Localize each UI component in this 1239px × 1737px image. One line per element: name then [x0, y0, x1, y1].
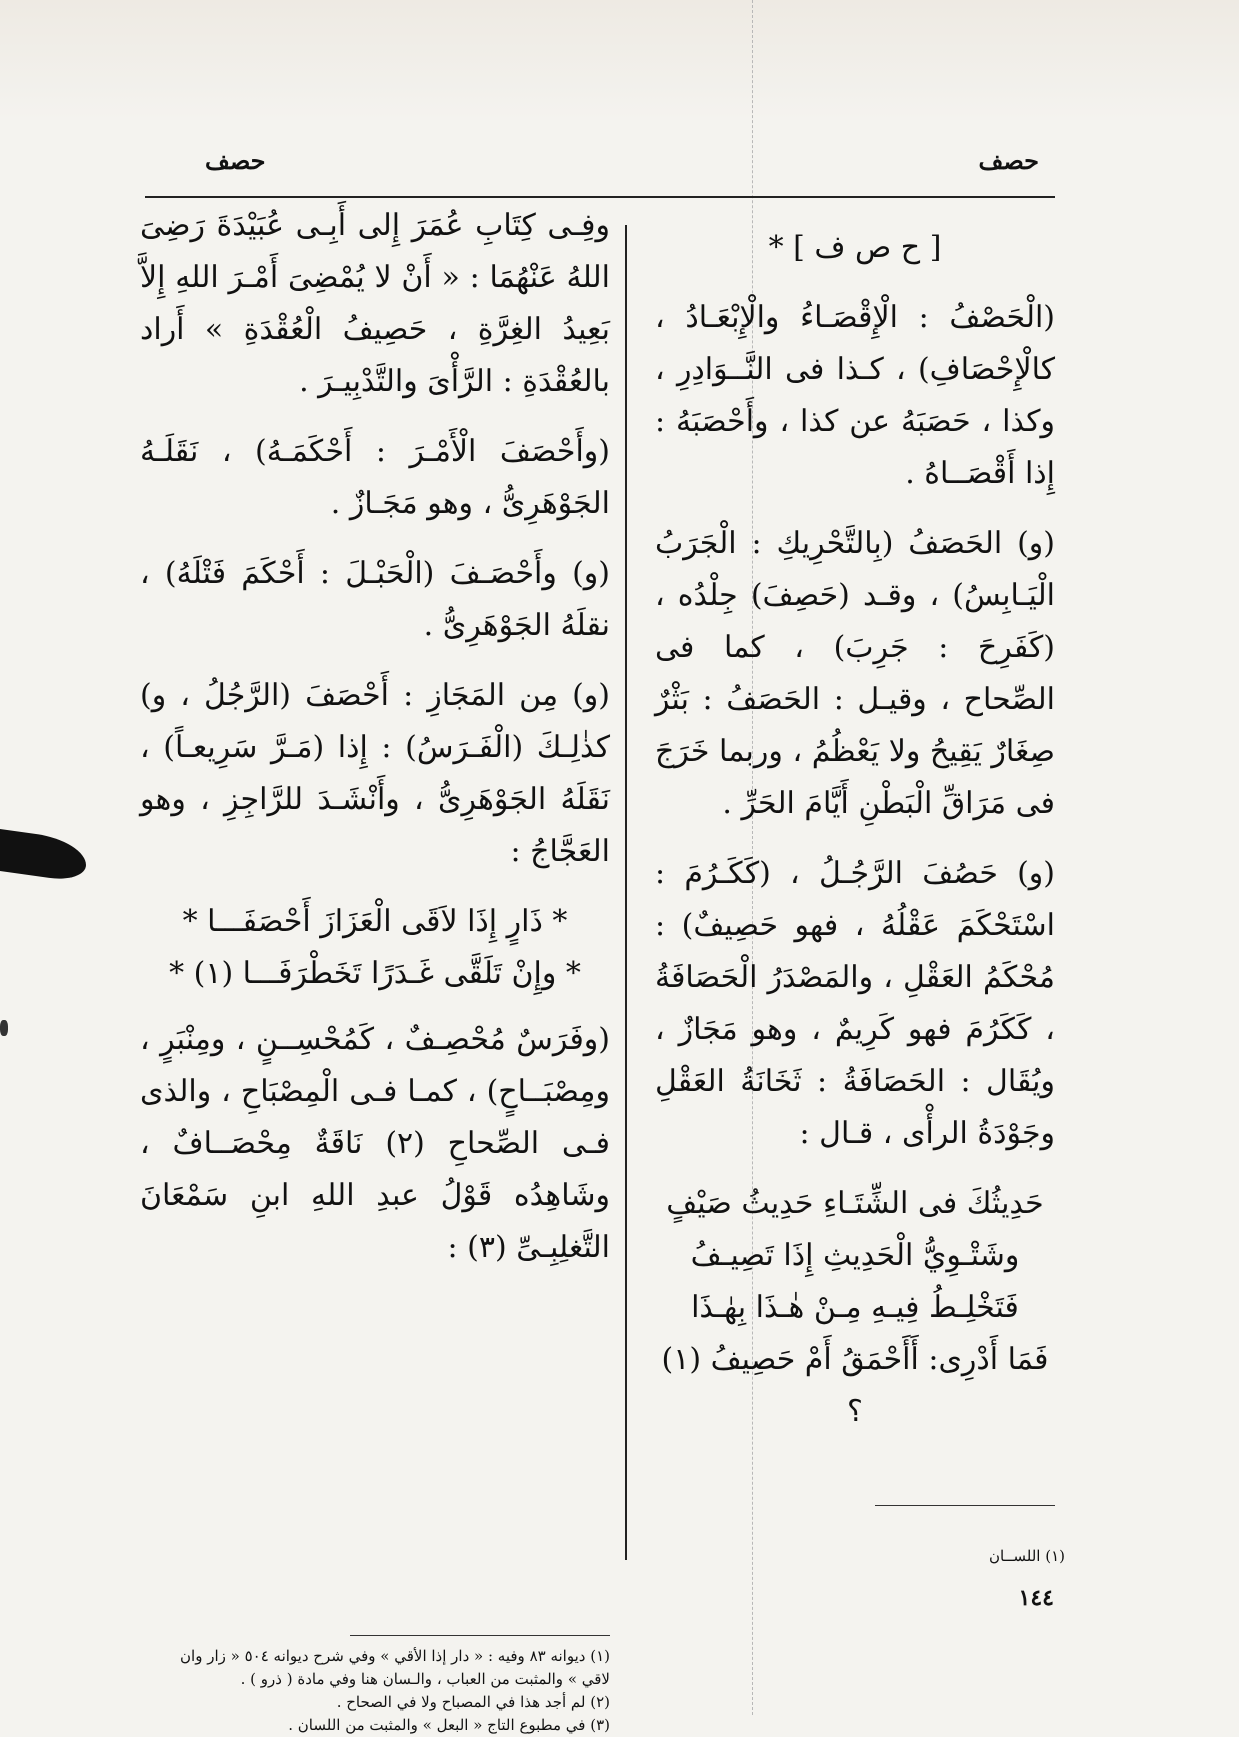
footnote: (٣) في مطبوع التاج « البعل » والمثبت من اللسان .	[288, 1716, 610, 1734]
scan-shadow	[0, 0, 1239, 120]
paragraph: وفِـى كِتَابِ عُمَرَ إِلى أَبِـى عُبَيْدَةَ رَضِىَ اللهُ عَنْهُمَا : « أَنْ لا يُمْضِىَ أَمْـرَ اللهِ إِلاَّ بَعِيدُ الغِرَّةِ ، حَصِيفُ الْعُقْدَةِ » أَراد بالعُقْدَةِ : الرَّأْىَ والتَّدْبِيـرَ .	[140, 208, 610, 399]
rajaz-verse	[140, 896, 610, 1000]
left-column	[140, 200, 610, 1292]
poem-line: حَدِيثُكَ فى الشِّتَـاءِ حَدِيثُ صَيْفٍ	[666, 1186, 1044, 1221]
footnote: (٢) لم أجد هذا في المصباح ولا في الصحاح .	[336, 1693, 610, 1711]
paragraph: (و) حَصُفَ الرَّجُـلُ ، (كَكَـرُمَ : اسْتَحْكَمَ عَقْلُهُ ، فهو حَصِيفٌ) : مُحْكَمُ العَقْلِ ، والمَصْدَرُ الْحَصَافَةُ ، كَكَرُمَ فهو كَرِيمٌ ، وهو مَجَازٌ ، ويُقَال : الحَصَافَةُ : ثَخَانَةُ العَقْلِ وجَوْدَةُ الرأْى ، قـال :	[655, 856, 1055, 1151]
running-header-right: حصف	[978, 146, 1039, 175]
verse-line: * وإِنْ تَلَقَّى غَـدَرًا تَخَطْرَفَـــا (١) *	[169, 956, 581, 991]
poem-line: فَتَخْلِـطُ فِيـهِ مِـنْ هٰـذَا بِهٰـذَا	[691, 1290, 1019, 1325]
page-number: ١٤٤	[1018, 1585, 1054, 1611]
right-column	[655, 222, 1055, 1452]
paragraph: (و) وأَحْصَـفَ (الْحَبْـلَ : أَحْكَمَ فَتْلَهُ) ، نقلَهُ الجَوْهَرِىُّ .	[140, 556, 610, 643]
root-heading: [ ح ص ف ] *	[768, 230, 942, 265]
poem-line: وشَتْـوِيُّ الْحَدِيثِ إِذَا تَصِيـفُ	[690, 1238, 1020, 1273]
footnote: (١) ديوانه ٨٣ وفيه : « دار إذا الأقي » وفي شرح ديوانه ٥٠٤ « زار وان لاقي » والمثبت من العباب ، والـسان هنا وفي مادة ( ذرو ) .	[180, 1647, 610, 1688]
poem-line: فَمَا أَدْرِى: أَأَحْمَقُ أَمْ حَصِيفُ (١) ؟	[661, 1342, 1049, 1429]
column-divider	[625, 225, 627, 1560]
verse-line: * ذَارٍ إِذَا لاَقَى الْعَزَازَ أَحْصَفَـــا *	[182, 904, 568, 939]
paragraph: (وأَحْصَفَ الْأَمْـرَ : أَحْكَمَـهُ) ، نَقَلَـهُ الجَوْهَرِىُّ ، وهو مَجَـازٌ .	[140, 434, 610, 521]
paragraph: (و) مِن المَجَازِ : أَحْصَفَ (الرَّجُلُ ، و) كذٰلِـكَ (الْفَـرَسُ) : إِذا (مَـرَّ سَرِيعـاً) ، نَقَلَهُ الجَوْهَرِىُّ ، وأَنْشَـدَ للرَّاجِزِ ، وهو العَجَّاجُ :	[140, 678, 610, 869]
running-header-left: حصف	[205, 146, 266, 175]
paragraph: (وفَرَسٌ مُحْصِـفٌ ، كَمُحْسِــنٍ ، ومِنْبَرٍ ، ومِصْبَــاحٍ) ، كمـا فـى الْمِصْبَاحِ ، والذى فـى الصِّحاحِ (٢) نَاقَةٌ مِحْصَــافٌ ، وشَاهِدُه قَوْلُ عبدِ اللهِ ابنِ سَمْعَانَ التَّغلِبِـىِّ (٣) :	[140, 1022, 610, 1265]
poem	[655, 1178, 1055, 1438]
scan-mark	[0, 1020, 8, 1036]
footnote-rule-right	[875, 1505, 1055, 1506]
paragraph: (الْحَصْفُ : الْإِقْصَـاءُ والْإِبْعَـادُ ، كالْإِحْصَافِ) ، كـذا فى النَّــوَادِرِ ، وكذا ، حَصَبَهُ عن كذا ، وأَحْصَبَهُ : إِذا أَقْصَــاهُ .	[655, 300, 1055, 491]
paragraph: (و) الحَصَفُ (بِالتَّحْرِيكِ : الْجَرَبُ الْيَـابِسُ) ، وقـد (حَصِفَ) جِلْدُه ، (كَفَرِحَ : جَرِبَ) ، كما فى الصِّحاح ، وقيـل : الحَصَفُ : بَثْرٌ صِغَارٌ يَقِيحُ ولا يَعْظُمُ ، وربما خَرَجَ فى مَرَاقِّ الْبَطْنِ أَيَّامَ الحَرِّ .	[655, 526, 1055, 821]
footnotes-left	[150, 1645, 610, 1737]
footnote-right: (١) اللســان	[988, 1547, 1065, 1565]
scan-ink-blot	[0, 829, 86, 883]
footnote-rule-left	[350, 1635, 610, 1636]
header-rule	[145, 196, 1055, 198]
